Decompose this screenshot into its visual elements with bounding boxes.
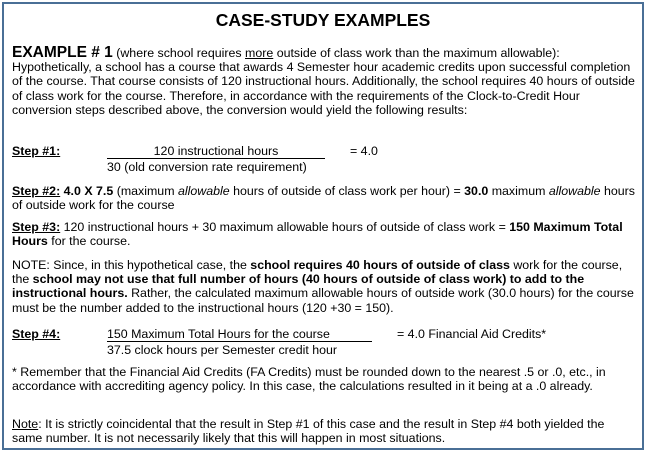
note-d: school may not use that full number of hours (40 hours of outside of class work) to add to the instructional hours. — [12, 272, 585, 301]
step1-label: Step #1: — [12, 144, 61, 158]
example-heading: EXAMPLE # 1 — [12, 44, 113, 61]
page-title: CASE-STUDY EXAMPLES — [215, 10, 431, 30]
step4-denominator: 37.5 clock hours per Semester credit hour — [107, 343, 338, 357]
note-a: NOTE: Since, in this hypothetical case, the — [12, 258, 251, 272]
note-c: work for the course, the — [12, 258, 623, 287]
step1-numerator: 120 instructional hours — [107, 144, 325, 159]
step1-denominator: 30 (old conversion rate requirement) — [107, 160, 307, 174]
example-paren-more: more — [245, 46, 274, 60]
example-paren-prefix: (where school requires — [112, 46, 246, 60]
note-paragraph — [12, 258, 636, 315]
step3-paragraph — [12, 220, 636, 248]
step2-text-a: (maximum — [113, 184, 178, 198]
step3-suffix: for the course. — [47, 234, 131, 249]
example-body: Hypothetically, a school has a course that awards 4 Semester hour academic credits upon successful completion of the course. That course consists of 120 instructional hours. Additionally, the school requires 40 hours of outside of class work for the course. Therefore, in accordance with the requirements of the Clock-to-Credit Hour conversion steps described above, the conversion would yield the following results: — [12, 60, 635, 117]
note-b: school requires 40 hours of outside of class — [250, 258, 510, 272]
step4-result: = 4.0 Financial Aid Credits* — [397, 327, 547, 341]
step3-result: 150 Maximum Total Hours — [12, 220, 623, 249]
step3-label: Step #3: — [12, 220, 61, 234]
step2-text-b: hours of outside of class work per hour) = — [229, 184, 465, 198]
step2-text-c: maximum — [488, 184, 549, 198]
step2-text-d: hours of outside work for the course — [12, 184, 635, 213]
final-note-text: : It is strictly coincidental that the result in Step #1 of this case and the result in Step #4 both yielded the same number. It is not necessarily likely that this will happen in most situations. — [12, 417, 605, 446]
note-e: Rather, the calculated maximum allowable hours of outside work (30.0 hours) for the course must be the number added to the instructional hours (120 +30 = 150). — [12, 286, 634, 315]
step2-allowable2: allowable — [548, 184, 601, 198]
step4-label: Step #4: — [12, 327, 61, 341]
step4-numerator: 150 Maximum Total Hours for the course — [107, 327, 372, 342]
footnote-paragraph: * Remember that the Financial Aid Credits (FA Credits) must be rounded down to the nearest .5 or .0, etc., in accordance with accrediting agency policy. In this case, the calculations resulted in it being at a .0 already. — [12, 365, 606, 394]
step2-label: Step #2: — [12, 184, 61, 198]
step1-result: = 4.0 — [350, 144, 378, 158]
step3-text: 120 instructional hours + 30 maximum allowable hours of outside of class work = — [60, 220, 510, 234]
final-note-label: Note — [12, 417, 39, 431]
example-paren-suffix: outside of class work than the maximum allowable): — [273, 46, 560, 60]
step2-result: 30.0 — [464, 184, 489, 198]
step2-allowable: allowable — [177, 184, 230, 198]
step2-paragraph — [12, 184, 636, 212]
final-note-paragraph — [12, 417, 636, 445]
step2-calc: 4.0 X 7.5 — [60, 184, 114, 198]
document-frame — [2, 2, 644, 450]
example-paragraph — [12, 46, 636, 117]
